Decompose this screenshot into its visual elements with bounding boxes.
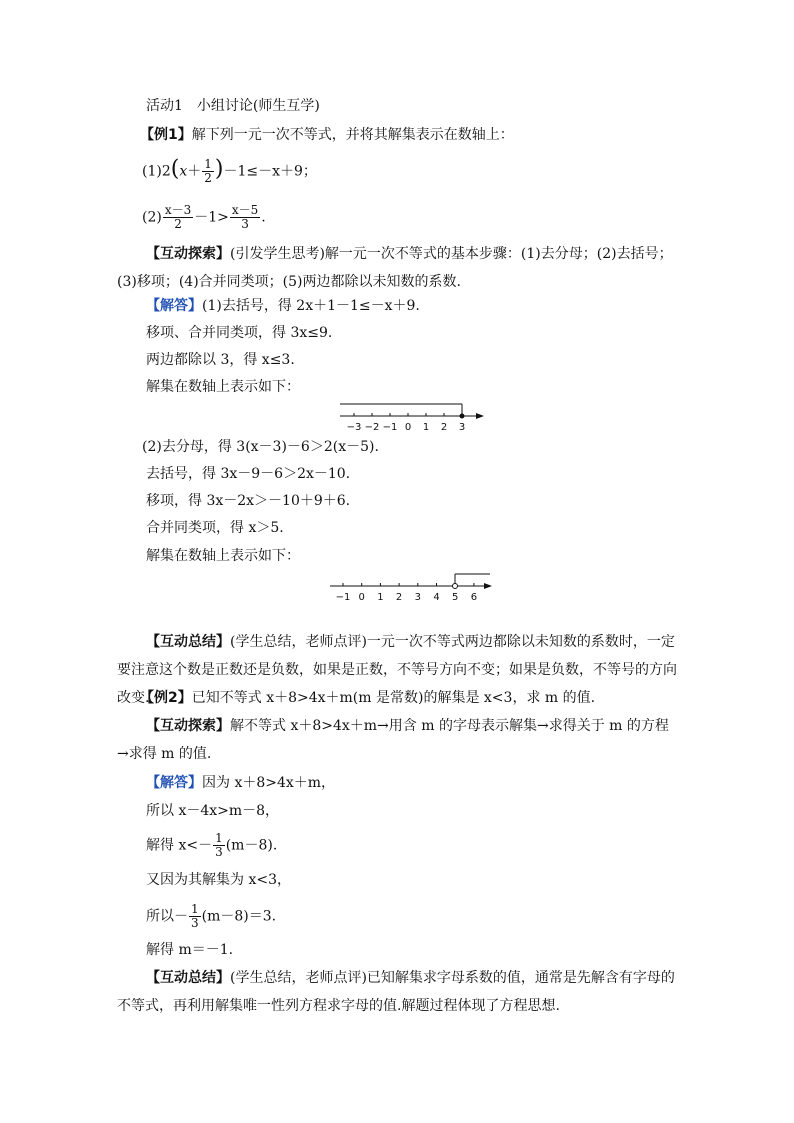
example2-tag: 【例2】: [140, 690, 192, 706]
tick-label: 2: [440, 422, 448, 433]
answer-tag: 【解答】: [146, 775, 202, 791]
example1-answer-line: 两边都除以 3，得 x≤3.: [146, 352, 295, 368]
example1-answer-line: 解集在数轴上表示如下：: [146, 548, 300, 564]
fraction: $\frac{x-5}{3}$: [231, 203, 259, 231]
example1-explore: 【互动探索】(引发学生思考)解一元一次不等式的基本步骤：(1)去分母；(2)去括号；(3)移项；(4)合并同类项；(5)两边都除以未知数的系数.: [117, 246, 673, 290]
tick-label: −1: [335, 592, 351, 603]
tick-label: −1: [382, 422, 398, 433]
example1-answer-line: 【解答】(1)去括号，得 2x＋1－1≤－x＋9.: [146, 298, 420, 314]
example1-answer-line: 合并同类项，得 x＞5.: [146, 520, 284, 536]
fraction: $\frac{1}{2}$: [204, 157, 212, 185]
example1-prompt: [140, 125, 514, 145]
tick-label: 0: [358, 592, 365, 603]
example1-question2: (2) $\frac{x-3}{2}$ －1> $\frac{x-5}{3}$ .: [142, 203, 266, 231]
tick-label: 1: [377, 592, 384, 603]
example2-answer-line: 所以 x－4x>m－8，: [146, 803, 280, 819]
open-point: [453, 584, 458, 589]
example2-answer-line: 解得 m＝－1.: [146, 942, 234, 958]
answer-tag: 【解答】: [146, 298, 202, 314]
example1-summary: 【互动总结】(学生总结，老师点评)一元一次不等式两边都除以未知数的系数时，一定要注意这个数是正数还是负数，如果是正数，不等号方向不变；如果是负数，不等号的方向改变.: [117, 634, 677, 706]
axis-arrow: [476, 413, 484, 419]
tick-label: 1: [422, 422, 430, 433]
example1-answer-line: 去括号，得 3x－9－6＞2x－10.: [146, 466, 351, 482]
example2-prompt: 【例2】已知不等式 x＋8>4x＋m(m 是常数)的解集是 x<3，求 m 的值.: [140, 690, 596, 706]
tick-label: −3: [346, 422, 362, 433]
tick-label: 5: [452, 592, 459, 603]
example2-explore: 【互动探索】解不等式 x＋8>4x＋m→用含 m 的字母表示解集→求得关于 m 的方程→求得 m 的值.: [117, 718, 669, 762]
example2-answer-line: 又因为其解集为 x<3，: [146, 872, 291, 888]
example2-summary: 【互动总结】(学生总结，老师点评)已知解集求字母系数的值，通常是先解含有字母的不等式，再利用解集唯一性列方程求字母的值.解题过程体现了方程思想.: [117, 970, 675, 1014]
tick-label: 3: [414, 592, 421, 603]
tick-label: −2: [364, 422, 380, 433]
activity-title: 活动1 小组讨论(师生互学): [146, 98, 320, 114]
fraction: $\frac{1}{3}$: [215, 831, 223, 859]
example1-answer-line: 解集在数轴上表示如下：: [146, 379, 300, 395]
number-line-2: [326, 566, 496, 606]
axis-arrow: [484, 583, 492, 589]
example1-answer-line: (2)去分母，得 3(x－3)－6＞2(x－5).: [142, 439, 379, 455]
example2-answer-line: 所以－ $\frac{1}{3}$ (m－8)＝3.: [146, 902, 277, 930]
tick-label: 0: [404, 422, 412, 433]
example2-answer-line: 【解答】因为 x＋8>4x＋m，: [146, 775, 336, 791]
example1-prompt-text: 解下列一元一次不等式，并将其解集表示在数轴上：: [191, 127, 514, 143]
fraction: $\frac{x-3}{2}$: [164, 203, 192, 231]
tick-label: 3: [458, 422, 466, 433]
closed-point: [460, 414, 465, 419]
tick-label: 4: [433, 592, 440, 603]
tick-label: 6: [470, 592, 478, 603]
tick-label: 2: [395, 592, 403, 603]
example1-answer-line: 移项、合并同类项，得 3x≤9.: [146, 325, 333, 341]
example1-tag: 【例1】: [140, 127, 192, 143]
fraction: $\frac{1}{3}$: [191, 902, 199, 930]
example1-answer-line: 移项，得 3x－2x＞－10＋9＋6.: [146, 493, 351, 509]
example2-answer-line: 解得 x<－ $\frac{1}{3}$ (m－8).: [146, 831, 278, 859]
number-line-1: [336, 396, 488, 436]
example1-question1: (1)2(x＋ $\frac{1}{2}$ )－1≤－x＋9；: [142, 156, 317, 185]
